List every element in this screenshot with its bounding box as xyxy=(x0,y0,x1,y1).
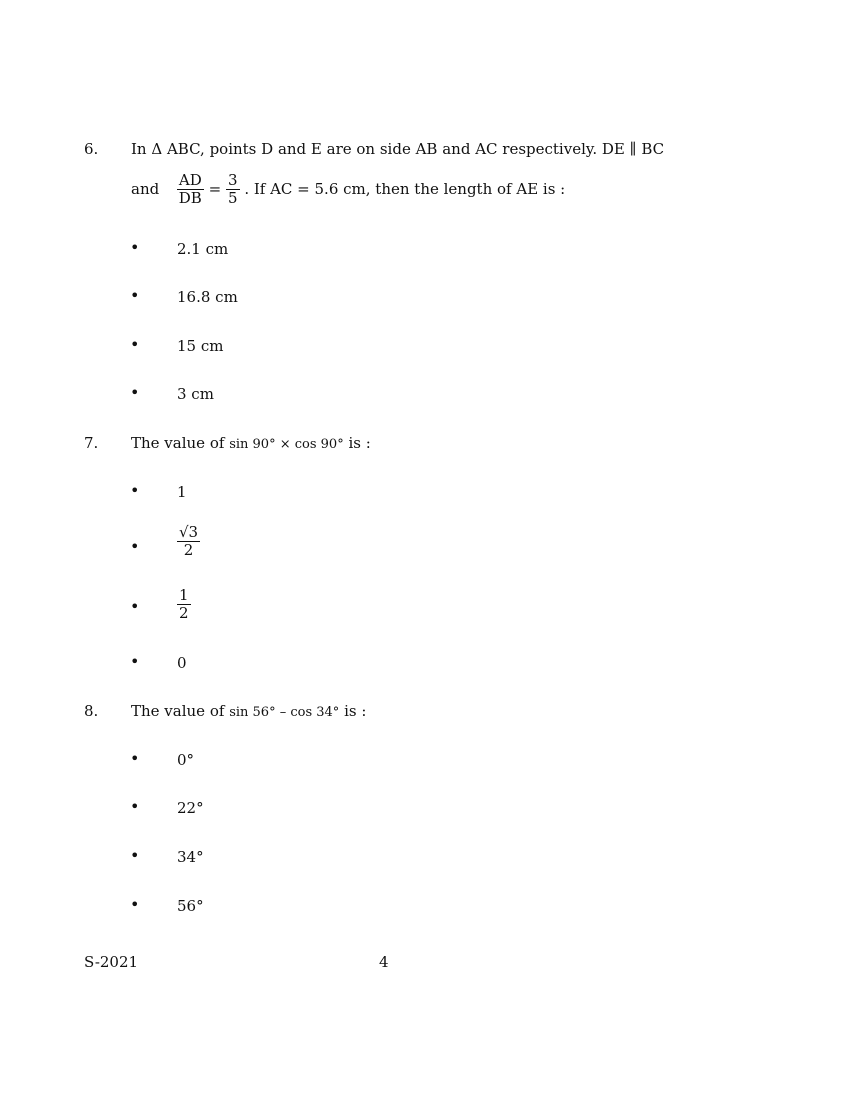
option-bullet: • xyxy=(130,537,140,556)
footer-code: S-2021 xyxy=(84,953,139,971)
question-text: In Δ ABC, points D and E are on side AB and AC respectively. DE ∥ BC xyxy=(131,140,665,158)
fraction-1-2 xyxy=(177,587,191,623)
fraction-numerator: AD xyxy=(177,172,204,190)
option-bullet: • xyxy=(130,597,140,616)
fraction-denominator: 2 xyxy=(179,604,189,623)
fraction-denominator: 5 xyxy=(227,189,238,208)
option-bullet: • xyxy=(130,286,140,305)
option-bullet: • xyxy=(130,749,140,768)
option-text: 3 cm xyxy=(177,385,214,403)
question-prefix: The value of xyxy=(131,702,225,720)
question-prefix: The value of xyxy=(131,434,225,452)
fraction-denominator: DB xyxy=(178,189,202,208)
fraction-ad-db xyxy=(177,172,204,208)
option-bullet: • xyxy=(130,481,140,500)
option-bullet: • xyxy=(130,652,140,671)
option-text: 16.8 cm xyxy=(177,288,238,306)
question-text-suffix: . If AC = 5.6 cm, then the length of AE is : xyxy=(244,179,566,198)
option-text: 22° xyxy=(177,799,204,817)
question-text-and: and xyxy=(131,179,160,198)
fraction-denominator: 2 xyxy=(183,541,194,560)
question-number: 7. xyxy=(84,434,99,452)
fraction-numerator: 3 xyxy=(227,171,238,189)
page-number: 4 xyxy=(379,953,389,971)
fraction-3-5 xyxy=(226,172,240,208)
option-bullet: • xyxy=(130,238,140,257)
equals-sign: = xyxy=(208,179,222,198)
option-text: 0° xyxy=(177,751,195,769)
option-text: 15 cm xyxy=(177,337,224,355)
option-fraction xyxy=(177,524,200,560)
option-bullet: • xyxy=(130,895,140,914)
question-suffix: is : xyxy=(344,702,367,720)
math-expression: sin 90° × cos 90° xyxy=(229,437,344,452)
option-text: 1 xyxy=(177,483,187,501)
option-text: 0 xyxy=(177,654,187,672)
option-text: 34° xyxy=(177,848,204,866)
math-expression: sin 56° – cos 34° xyxy=(229,705,340,720)
option-text: 56° xyxy=(177,897,204,915)
fraction-numerator: √3 xyxy=(179,523,199,541)
option-bullet: • xyxy=(130,383,140,402)
question-text xyxy=(131,702,366,720)
fraction-numerator: 1 xyxy=(179,586,189,604)
fraction-root3-2 xyxy=(177,524,200,560)
question-text-line2 xyxy=(131,172,565,208)
question-number: 6. xyxy=(84,140,99,158)
question-text xyxy=(131,434,371,452)
option-text: 2.1 cm xyxy=(177,240,229,258)
question-number: 8. xyxy=(84,702,99,720)
question-suffix: is : xyxy=(348,434,371,452)
option-bullet: • xyxy=(130,846,140,865)
option-fraction xyxy=(177,587,191,623)
option-bullet: • xyxy=(130,335,140,354)
option-bullet: • xyxy=(130,797,140,816)
